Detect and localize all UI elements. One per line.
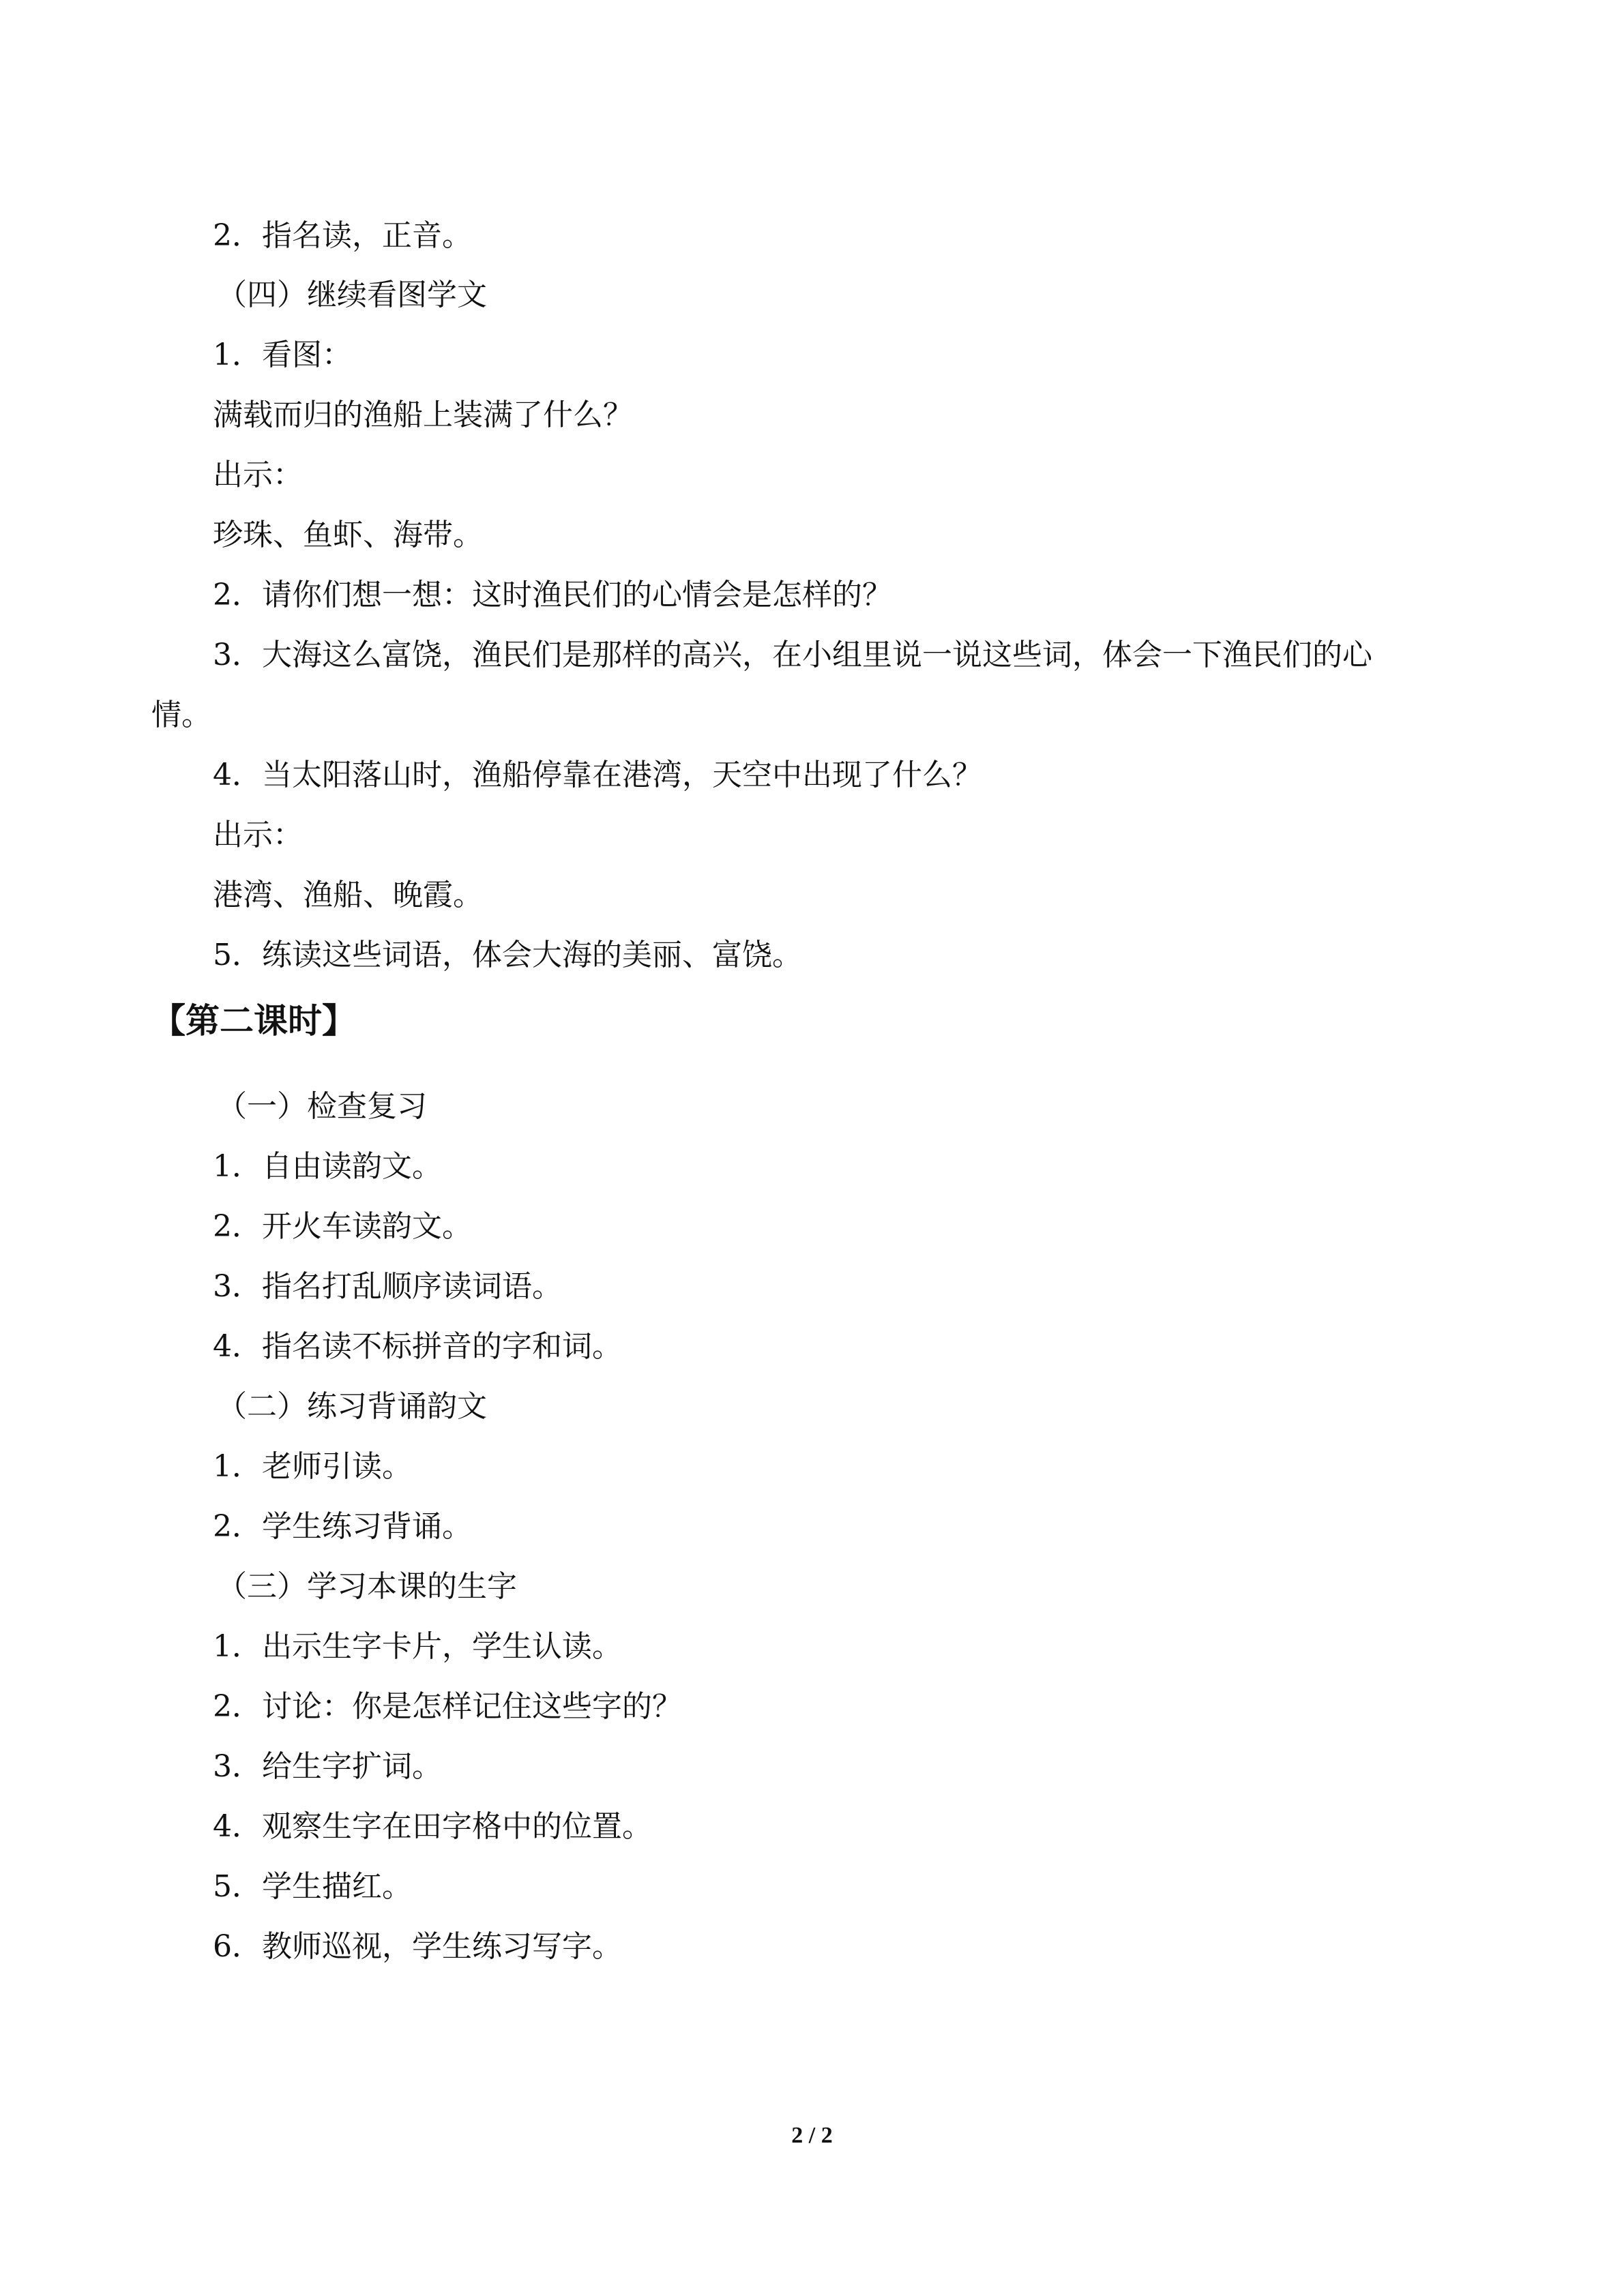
paragraph-line: 2．请你们想一想：这时渔民们的心情会是怎样的？ [213, 578, 892, 612]
paragraph-line: 港湾、渔船、晚霞。 [213, 878, 483, 912]
paragraph-line: 3．指名打乱顺序读词语。 [213, 1269, 562, 1304]
paragraph-line: 4．当太阳落山时，渔船停靠在港湾，天空中出现了什么？ [213, 758, 982, 792]
paragraph-line: 2．开火车读韵文。 [213, 1209, 472, 1244]
section-heading: 【第二课时】 [151, 1000, 356, 1041]
paragraph-line: 出示： [213, 458, 303, 492]
paragraph-line: 5．练读这些词语，体会大海的美丽、富饶。 [213, 938, 802, 972]
paragraph-line: 2．指名读，正音。 [213, 218, 472, 253]
paragraph-line: 2．讨论：你是怎样记住这些字的？ [213, 1689, 682, 1724]
subsection-title: （四）继续看图学文 [217, 278, 487, 312]
subsection-title: （一）检查复习 [217, 1089, 427, 1124]
paragraph-line: 1．自由读韵文。 [213, 1149, 442, 1184]
paragraph-line-continued: 情。 [151, 698, 211, 732]
paragraph-line: 3．大海这么富饶，渔民们是那样的高兴，在小组里说一说这些词，体会一下渔民们的心 [213, 638, 1372, 672]
paragraph-line: 满载而归的渔船上装满了什么？ [213, 398, 633, 432]
paragraph-line: 6．教师巡视，学生练习写字。 [213, 1929, 622, 1964]
paragraph-line: 2．学生练习背诵。 [213, 1509, 472, 1544]
page-number: 2 / 2 [791, 2123, 833, 2148]
paragraph-line: 1．出示生字卡片，学生认读。 [213, 1629, 622, 1664]
subsection-title: （三）学习本课的生字 [217, 1569, 517, 1604]
paragraph-line: 4．观察生字在田字格中的位置。 [213, 1809, 652, 1844]
paragraph-line: 珍珠、鱼虾、海带。 [213, 518, 483, 552]
subsection-title: （二）练习背诵韵文 [217, 1389, 487, 1424]
paragraph-line: 5．学生描红。 [213, 1869, 412, 1904]
paragraph-line: 3．给生字扩词。 [213, 1749, 442, 1784]
paragraph-line: 出示： [213, 818, 303, 852]
paragraph-line: 1．老师引读。 [213, 1449, 412, 1484]
paragraph-line: 4．指名读不标拼音的字和词。 [213, 1329, 622, 1364]
paragraph-line: 1．看图： [213, 338, 352, 372]
